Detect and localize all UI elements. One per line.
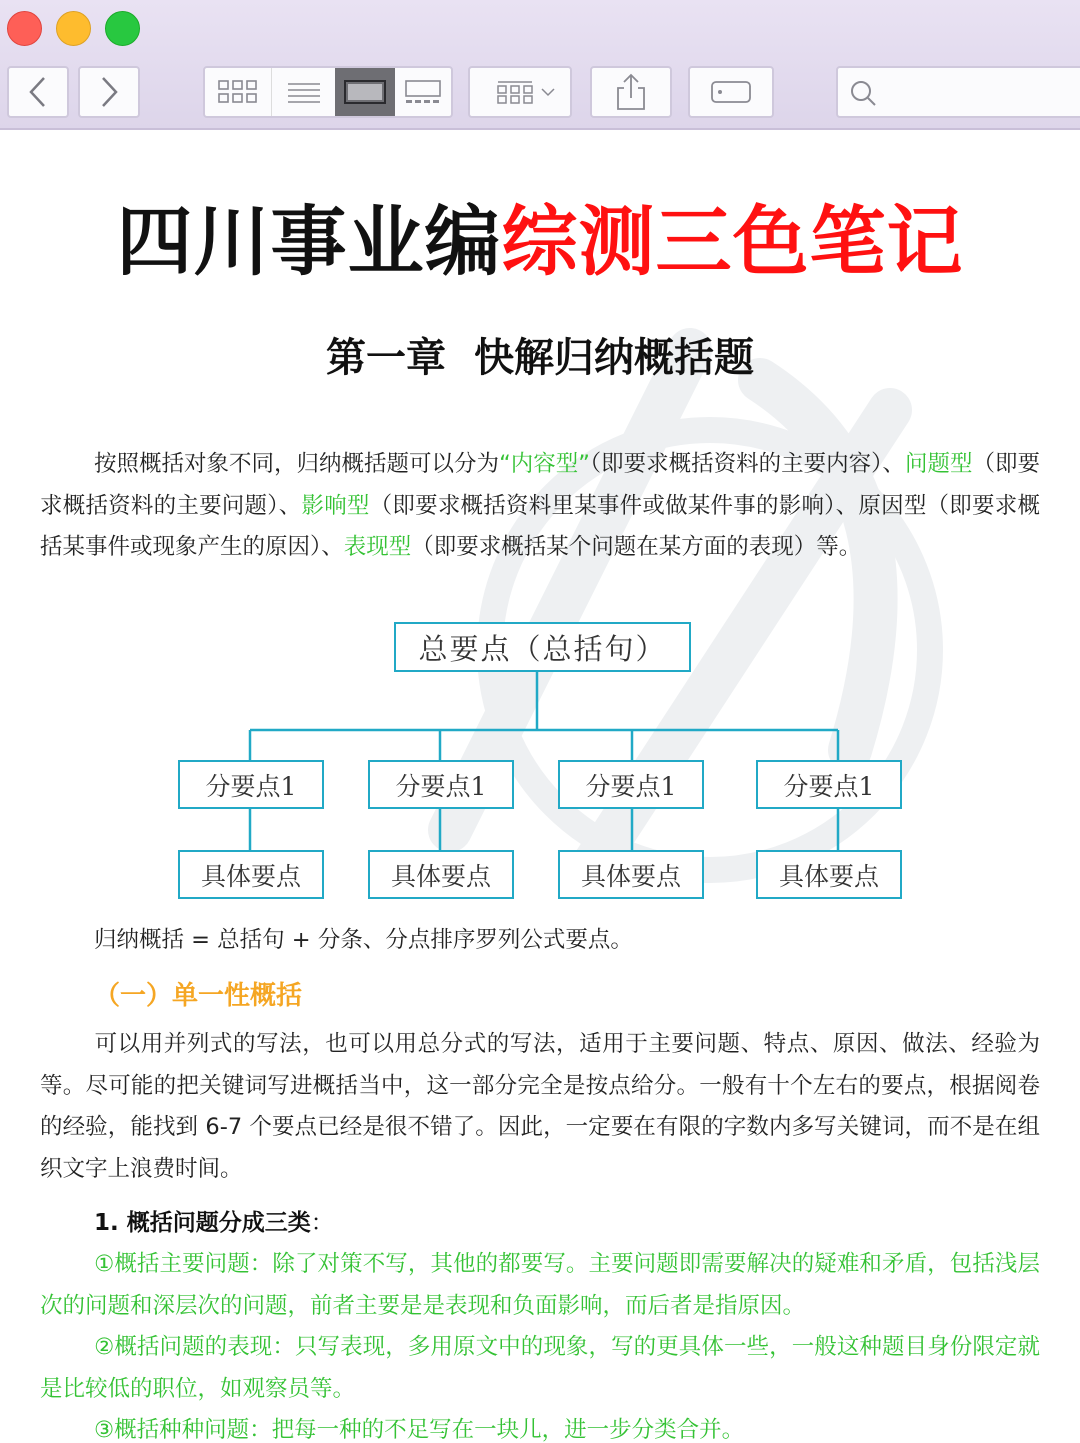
tree-branch-node: 分要点1 bbox=[756, 760, 902, 809]
chapter-heading bbox=[0, 330, 1080, 386]
tag-icon bbox=[709, 77, 753, 107]
intro-segment: （即要求概括资料里某事件或做某件事的影响）、原因型（即要求概括某事件或现象产生的原因）、 bbox=[40, 492, 1040, 560]
title-black-part: 四川事业编 bbox=[116, 197, 502, 286]
zoom-window-button[interactable] bbox=[105, 11, 140, 46]
tree-branch-node: 分要点1 bbox=[368, 760, 514, 809]
tree-branch-node: 分要点1 bbox=[178, 760, 324, 809]
formula-line: 归纳概括 = 总括句 + 分条、分点排序罗列公式要点。 bbox=[94, 927, 633, 953]
close-window-button[interactable] bbox=[7, 11, 42, 46]
intro-keyword: “内容型” bbox=[499, 451, 590, 477]
group-by-dropdown[interactable] bbox=[468, 66, 572, 118]
subsection-title: 1. 概括问题分成三类 bbox=[94, 1210, 311, 1236]
green-note-text: ③概括种种问题：把每一种的不足写在一块儿，进一步分类合并。 bbox=[94, 1417, 745, 1443]
columns-icon bbox=[343, 78, 387, 106]
section-paragraph bbox=[40, 1024, 1040, 1190]
green-notes bbox=[40, 1244, 1040, 1443]
tree-leaf-node: 具体要点 bbox=[558, 850, 704, 899]
tree-leaf-node: 具体要点 bbox=[178, 850, 324, 899]
intro-segment: 按照概括对象不同，归纳概括题可以分为 bbox=[94, 451, 500, 477]
column-view-button[interactable] bbox=[335, 68, 395, 116]
intro-paragraph bbox=[40, 444, 1040, 569]
icon-view-button[interactable] bbox=[205, 68, 271, 116]
intro-segment: （即要求概括某个问题在某方面的表现）等。 bbox=[411, 534, 862, 560]
search-icon bbox=[849, 79, 879, 109]
search-field[interactable] bbox=[836, 66, 1080, 118]
intro-keyword: 问题型 bbox=[904, 451, 973, 477]
intro-segment: （即要求概括资料的主要问题）、 bbox=[40, 451, 1040, 519]
grid-icon bbox=[217, 79, 259, 105]
forward-button[interactable] bbox=[78, 66, 140, 118]
minimize-window-button[interactable] bbox=[56, 11, 91, 46]
green-note-item bbox=[40, 1327, 1040, 1410]
share-icon bbox=[614, 72, 648, 112]
list-view-button[interactable] bbox=[271, 68, 335, 116]
intro-segment: （即要求概括资料的主要内容）、 bbox=[589, 451, 905, 477]
document-title bbox=[0, 196, 1080, 288]
view-mode-segmented-control bbox=[203, 66, 453, 118]
summary-tree-diagram bbox=[0, 610, 1080, 910]
window-titlebar bbox=[0, 0, 1080, 130]
green-note-item bbox=[40, 1410, 1040, 1443]
group-grid-chevron-icon bbox=[480, 78, 560, 106]
subsection-heading bbox=[94, 1203, 334, 1243]
green-note-text: ①概括主要问题：除了对策不写，其他的都要写。主要问题即需要解决的疑难和矛盾，包括浅层次的问题和深层次的问题，前者主要是是表现和负面影响，而后者是指原因。 bbox=[40, 1251, 1040, 1319]
green-note-text: ②概括问题的表现：只写表现，多用原文中的现象，写的更具体一些，一般这种题目身份限定就是比较低的职位，如观察员等。 bbox=[40, 1334, 1040, 1402]
list-icon bbox=[286, 80, 322, 104]
gallery-view-button[interactable] bbox=[395, 68, 451, 116]
intro-keyword: 影响型 bbox=[301, 492, 370, 519]
tree-leaf-node: 具体要点 bbox=[368, 850, 514, 899]
share-button[interactable] bbox=[590, 66, 672, 118]
tree-root-node: 总要点（总括句） bbox=[394, 622, 691, 672]
subsection-colon: ： bbox=[310, 1210, 334, 1236]
chevron-right-icon bbox=[97, 75, 121, 109]
section-heading: （一）单一性概括 bbox=[94, 981, 303, 1011]
tree-leaf-node: 具体要点 bbox=[756, 850, 902, 899]
chevron-left-icon bbox=[26, 75, 50, 109]
green-note-item bbox=[40, 1244, 1040, 1327]
gallery-icon bbox=[402, 78, 444, 106]
title-red-part: 综测三色笔记 bbox=[501, 197, 964, 286]
tree-branch-node: 分要点1 bbox=[558, 760, 704, 809]
section-body-text: 可以用并列式的写法，也可以用总分式的写法，适用于主要问题、特点、原因、做法、经验为等。尽可能的把关键词写进概括当中，这一部分完全是按点给分。一般有十个左右的要点，根据阅卷的经验，能找到 6-7 个要点已经是很不错了。因此，一定要在有限的字数内多写关键词，而不是在组织文字上浪费时间。 bbox=[40, 1031, 1040, 1182]
back-button[interactable] bbox=[7, 66, 69, 118]
chapter-title: 快解归纳概括题 bbox=[474, 335, 754, 381]
tag-button[interactable] bbox=[688, 66, 774, 118]
search-input[interactable] bbox=[884, 74, 1074, 110]
chapter-number: 第一章 bbox=[326, 335, 446, 381]
intro-keyword: 表现型 bbox=[343, 534, 412, 560]
